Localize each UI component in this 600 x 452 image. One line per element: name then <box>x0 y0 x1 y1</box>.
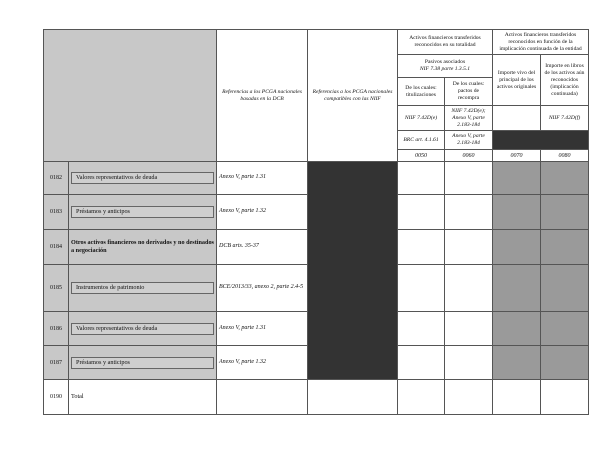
row-label-text: Instrumentos de patrimonio <box>71 282 214 294</box>
cell-0187-0080 <box>541 346 589 380</box>
code-0060: 0060 <box>445 150 493 162</box>
ref-anexo: Anexo V, parte 2.183-184 <box>445 131 493 150</box>
cell-0187-0070 <box>493 346 541 380</box>
row-label-text: Préstamos y anticipos <box>71 206 214 218</box>
ref-niif-c: NIIF 7.42D(f) <box>541 106 589 131</box>
cell-0185-0070 <box>493 265 541 312</box>
header-ref-dcb: Referencias a los PCGA nacionales basadas en la DCB <box>217 30 308 162</box>
table-row <box>44 380 589 415</box>
header-pasivos-asociados <box>398 55 493 78</box>
header-group-implicacion: Activos financieros transferidos reconocidos en función de la implicación continuada de la entidad <box>493 30 589 55</box>
row-label <box>69 265 217 312</box>
cell-0187-0060[interactable] <box>445 346 493 380</box>
transferred-assets-table <box>43 29 589 415</box>
ref-empty <box>493 106 541 131</box>
cell-0185-0060[interactable] <box>445 265 493 312</box>
cell-0190-0060[interactable] <box>445 380 493 415</box>
cell-0190-niif <box>308 380 398 415</box>
cell-0183-0070 <box>493 195 541 230</box>
row-ref <box>217 380 308 415</box>
row-label-text: Préstamos y anticipos <box>71 357 214 369</box>
cell-0186-0070 <box>493 312 541 346</box>
header-importe-vivo: Importe vivo del principal de los activos originales <box>493 55 541 106</box>
cell-0186-0060[interactable] <box>445 312 493 346</box>
ref-brc: BRC art. 4.1.61 <box>398 131 445 150</box>
cell-0184-0070 <box>493 230 541 265</box>
row-number: 0184 <box>44 230 69 265</box>
row-number: 0185 <box>44 265 69 312</box>
dark-column-block <box>308 162 398 380</box>
pasivos-ref: NIF 7.38 parte 1.3.5.1 <box>419 66 471 72</box>
ref-niif-a: NIIF 7.42D(e) <box>398 106 445 131</box>
cell-0190-0050[interactable] <box>398 380 445 415</box>
pasivos-label: Pasivos asociados <box>424 59 466 65</box>
cell-0182-0080 <box>541 162 589 195</box>
row-label-text: Valores representativos de deuda <box>71 172 214 184</box>
ref-niif-b: NIIF 7.42D(e); Anexo V, parte 2.183-184 <box>445 106 493 131</box>
row-ref: BCE/2013/33, anexo 2, parte 2.4-5 <box>217 265 308 312</box>
code-0050: 0050 <box>398 150 445 162</box>
row-label-text: Valores representativos de deuda <box>71 323 214 335</box>
cell-0184-0080 <box>541 230 589 265</box>
row-label <box>69 312 217 346</box>
cell-0182-0070 <box>493 162 541 195</box>
row-label <box>69 162 217 195</box>
code-0080: 0080 <box>541 150 589 162</box>
cell-0184-0060[interactable] <box>445 230 493 265</box>
row-label: Total <box>69 380 217 415</box>
cell-0185-0080 <box>541 265 589 312</box>
code-0070: 0070 <box>493 150 541 162</box>
row-ref: Anexo V, parte 1.32 <box>217 195 308 230</box>
row-ref: DCB arts. 35-37 <box>217 230 308 265</box>
row-ref: Anexo V, parte 1.31 <box>217 312 308 346</box>
row-label: Otros activos financieros no derivados y no destinados a negociación <box>69 230 217 265</box>
row-label <box>69 195 217 230</box>
row-number: 0190 <box>44 380 69 415</box>
header-group-totalidad: Activos financieros transferidos reconocidos en su totalidad <box>398 30 493 55</box>
row-ref: Anexo V, parte 1.32 <box>217 346 308 380</box>
cell-0183-0080 <box>541 195 589 230</box>
cell-0186-0050[interactable] <box>398 312 445 346</box>
header-importe-libros: Importe en libros de los activos aún reconocidos (implicación continuada) <box>541 55 589 106</box>
cell-0190-0070[interactable] <box>493 380 541 415</box>
header-ref-niif: Referencias a los PCGA nacionales compatibles con las NIIF <box>308 30 398 162</box>
header-pactos-recompra: De los cuales: pactos de recompra <box>445 78 493 106</box>
cell-0187-0050[interactable] <box>398 346 445 380</box>
cell-0182-0060[interactable] <box>445 162 493 195</box>
cell-0184-0050[interactable] <box>398 230 445 265</box>
cell-0183-0060[interactable] <box>445 195 493 230</box>
row-number: 0183 <box>44 195 69 230</box>
cell-0186-0080 <box>541 312 589 346</box>
cell-0183-0050[interactable] <box>398 195 445 230</box>
row-number: 0186 <box>44 312 69 346</box>
cell-0182-0050[interactable] <box>398 162 445 195</box>
row-number: 0182 <box>44 162 69 195</box>
row-ref: Anexo V, parte 1.31 <box>217 162 308 195</box>
header-corner <box>44 30 217 162</box>
row-label <box>69 346 217 380</box>
dark-header-block <box>493 131 589 150</box>
table-row <box>44 162 589 195</box>
row-number: 0187 <box>44 346 69 380</box>
cell-0190-0080[interactable] <box>541 380 589 415</box>
cell-0185-0050[interactable] <box>398 265 445 312</box>
header-titulizaciones: De los cuales: titulizaciones <box>398 78 445 106</box>
